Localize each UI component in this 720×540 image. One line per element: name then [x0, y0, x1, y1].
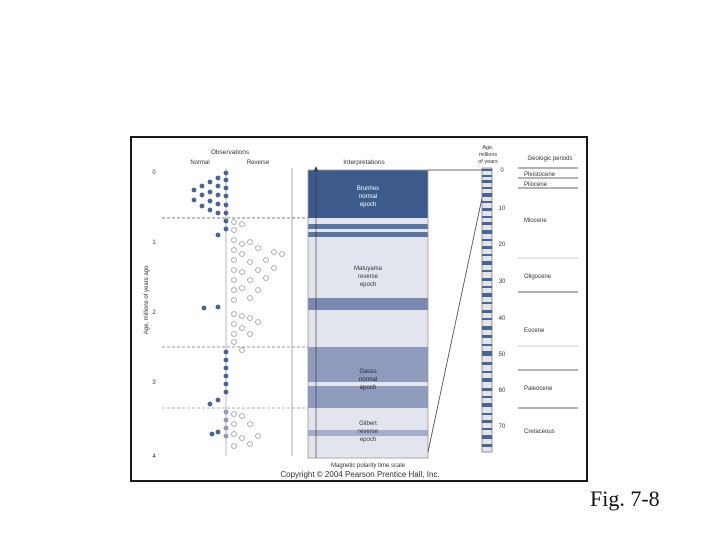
- reverse-heading: Reverse: [246, 160, 270, 166]
- age-scale-heading-2: millions: [478, 152, 498, 158]
- y-tick-4: 4: [152, 454, 156, 460]
- y-tick-3: 3: [152, 380, 156, 386]
- gauss-label-2: normal: [358, 377, 378, 383]
- age-scale-heading-1: Age,: [482, 145, 494, 151]
- figure-caption: Fig. 7-8: [590, 486, 660, 511]
- normal-heading: Normal: [190, 160, 210, 166]
- age-tick-50: 50: [498, 352, 506, 358]
- y-axis-label: Age, millions of years ago: [144, 265, 150, 335]
- matuyama-label-3: epoch: [359, 282, 377, 288]
- age-tick-20: 20: [498, 242, 506, 248]
- y-tick-2: 2: [152, 310, 156, 316]
- age-tick-30: 30: [498, 279, 506, 285]
- interpretations-heading: Interpretations: [343, 159, 385, 166]
- period-miocene: Miocene: [524, 218, 547, 224]
- brunhes-label-1: Brunhes: [356, 186, 380, 192]
- normal-observations: [192, 171, 229, 437]
- age-scale-bar: [482, 168, 492, 452]
- copyright-notice: Copyright © 2004 Pearson Prentice Hall, Inc.: [280, 470, 440, 479]
- age-tick-70: 70: [498, 424, 506, 430]
- gilbert-label-1: Gilbert: [359, 421, 377, 427]
- period-eocene: Eocene: [524, 328, 545, 334]
- period-dividers: [518, 168, 578, 408]
- period-labels: [524, 172, 556, 435]
- reverse-observations: [232, 220, 285, 449]
- y-tick-1: 1: [152, 240, 156, 246]
- interpretation-column: [308, 166, 428, 458]
- y-tick-0: 0: [152, 170, 156, 176]
- matuyama-label-2: reverse: [357, 274, 379, 280]
- scale-title: Magnetic polarity time scale: [330, 463, 406, 469]
- paleomagnetism-diagram: [132, 138, 586, 480]
- age-tick-10: 10: [498, 206, 506, 212]
- period-cretaceous: Cretaceous: [524, 429, 555, 435]
- gauss-label-3: epoch: [359, 385, 377, 391]
- period-paleocene: Paleocene: [524, 386, 553, 392]
- connector-bottom: [428, 198, 482, 452]
- age-tick-0: 0: [500, 168, 504, 174]
- period-pliocene: Pliocene: [524, 182, 548, 188]
- gilbert-label-2: reverse: [357, 429, 379, 435]
- age-tick-60: 60: [498, 388, 506, 394]
- age-scale-heading-3: of years: [478, 159, 498, 165]
- age-tick-40: 40: [498, 316, 506, 322]
- gilbert-label-3: epoch: [359, 437, 377, 443]
- age-scale-ticks: [499, 168, 506, 430]
- observations-heading: Observations: [210, 149, 250, 156]
- gauss-label-1: Gauss: [359, 369, 377, 375]
- figure-frame: [130, 136, 588, 482]
- brunhes-label-2: normal: [358, 194, 378, 200]
- period-oligocene: Oligocene: [524, 274, 552, 280]
- geologic-periods-heading: Geologic periods: [527, 156, 573, 162]
- matuyama-label-1: Matuyama: [353, 266, 383, 272]
- brunhes-label-3: epoch: [359, 202, 377, 208]
- period-pleistocene: Pleistocene: [524, 172, 556, 178]
